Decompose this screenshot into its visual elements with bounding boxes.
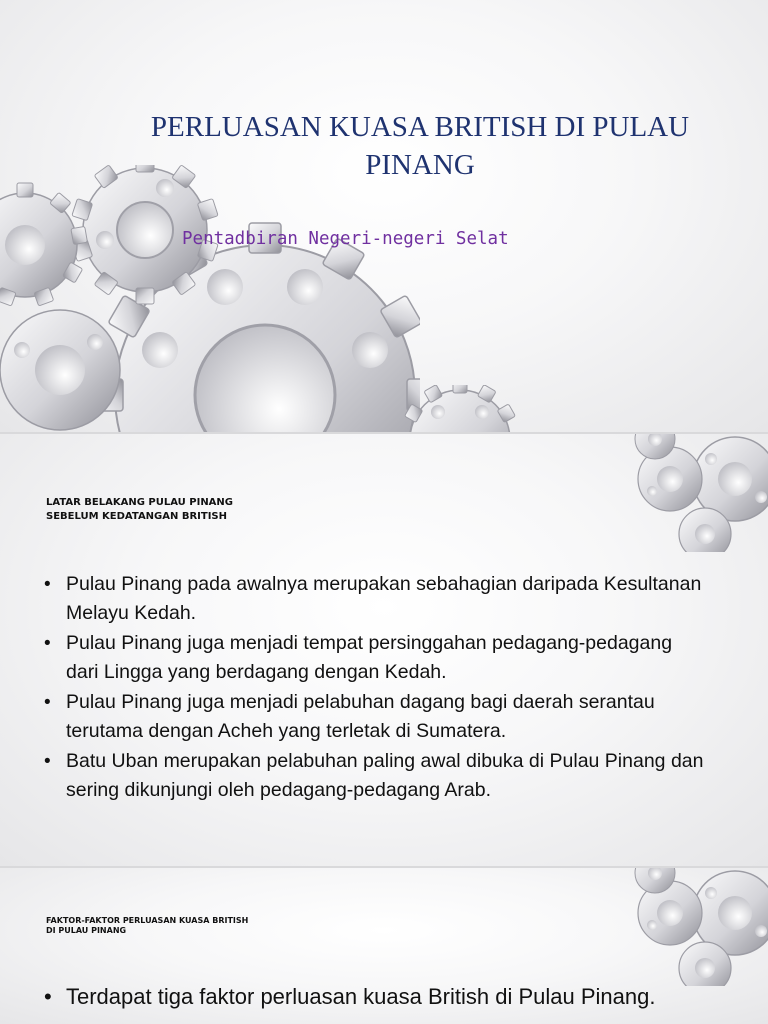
bullet-icon: • (44, 574, 51, 595)
section-heading (46, 496, 346, 524)
bullet-list (44, 982, 704, 1012)
list-item-text: Pulau Pinang pada awalnya merupakan sebahagian daripada Kesultanan Melayu Kedah. (66, 573, 702, 624)
list-item (44, 688, 704, 746)
bullet-icon: • (44, 751, 51, 772)
content-slide-background (0, 434, 768, 866)
heading-line: LATAR BELAKANG PULAU PINANG (46, 497, 234, 508)
heading-line: FAKTOR-FAKTOR PERLUASAN KUASA BRITISH (46, 916, 249, 925)
list-item-text: Pulau Pinang juga menjadi pelabuhan dagang bagi daerah serantau terutama dengan Acheh yang terletak di Sumatera. (66, 691, 655, 742)
list-item (44, 629, 704, 687)
bullet-icon: • (44, 692, 51, 713)
list-item (44, 982, 704, 1012)
bullet-icon: • (44, 633, 51, 654)
title-slide (0, 0, 768, 432)
gears-cluster-left-icon (0, 165, 420, 432)
gear-small-left-icon (0, 183, 87, 306)
gear-bottom-right-icon (395, 385, 535, 432)
content-slide-background-2 (0, 868, 768, 1024)
gear-bottom-left-icon (0, 310, 120, 430)
gears-corner-icon (625, 868, 768, 986)
list-item-text: Batu Uban merupakan pelabuhan paling awal dibuka di Pulau Pinang dan sering dikunjungi oleh pedagang-pedagang Arab. (66, 750, 704, 801)
heading-line: DI PULAU PINANG (46, 926, 127, 935)
list-item (44, 570, 704, 628)
list-item (44, 747, 704, 805)
heading-line: SEBELUM KEDATANGAN BRITISH (46, 511, 228, 522)
list-item-text: Pulau Pinang juga menjadi tempat persinggahan pedagang-pedagang dari Lingga yang berdagang dengan Kedah. (66, 632, 673, 683)
slide-subtitle: Pentadbiran Negeri-negeri Selat (182, 229, 509, 249)
list-item-text: Terdapat tiga faktor perluasan kuasa British di Pulau Pinang. (66, 984, 656, 1009)
gears-corner-icon (625, 434, 768, 552)
section-heading (46, 916, 346, 936)
slide-title: PERLUASAN KUASA BRITISH DI PULAU PINANG (150, 111, 690, 181)
bullet-icon: • (44, 984, 52, 1009)
bullet-list (44, 570, 704, 806)
